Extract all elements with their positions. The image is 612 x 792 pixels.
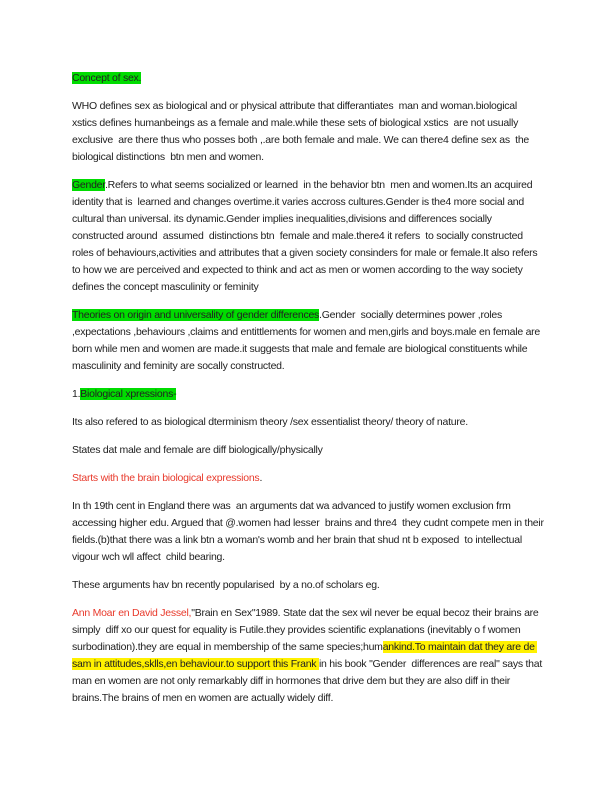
para-scholars bbox=[72, 577, 544, 594]
document-body bbox=[72, 70, 547, 718]
text-run: .Gender socially determines power ,roles ,expectations ,behaviours ,claims and entittlements for women and men,girls and boys.male en female are born while men and women are made.it suggests that male and female are biological constituents while masculinity and feminity are socally constructed. bbox=[72, 309, 543, 372]
text-run: . bbox=[259, 472, 263, 484]
para-starts-with-brain bbox=[72, 470, 544, 487]
text-run: In th 19th cent in England there was an arguments dat wa advanced to justify women exclusion frm accessing higher edu. Argued that @.women had lesser brains and thre4 they cudnt compete men in their fields.(b)that there was a link btn a woman's womb and her brain that shud nt b exposed to intellectual vigour wch wll affect child bearing. bbox=[72, 500, 547, 563]
para-gender-definition bbox=[72, 177, 544, 296]
green-highlighted-text: Concept of sex. bbox=[72, 72, 142, 84]
text-run: .Refers to what seems socialized or learned in the behavior btn men and women.Its an acquired identity that is learned and changes overtime.it varies accross cultures.Gender is the4 more social and cultural than universal. its dynamic.Gender implies inequalities,divisions and differences socially constructed around assumed distinctions btn female and male.there4 it refers to socially constructed roles of behaviours,activities and attributes that a given society consinders for male or female.It also refers to how we are perceived and expected to think and act as men or women according to the way society defines the concept masculinity or feminity bbox=[72, 179, 541, 293]
red-text: Ann Moar en David Jessel, bbox=[72, 607, 192, 619]
green-highlighted-text: Biological xpressions- bbox=[80, 388, 177, 400]
text-run: These arguments hav bn recently popularised by a no.of scholars eg. bbox=[72, 579, 380, 591]
para-biological-xpressions bbox=[72, 386, 544, 403]
para-theories-origin bbox=[72, 307, 544, 375]
yellow-highlighted-text: ankind.To maintain dat they are de sam in attitudes,sklls,en behaviour.to support this Frank bbox=[72, 641, 538, 670]
text-run: "Brain en Sex"1989. State dat the sex wil never be equal becoz their brains are simply diff xo our quest for equality is Futile.they provides scientific explanations (inevitably o f women surbodination).they are equal in membership of the same species;hum bbox=[72, 607, 542, 653]
text-run: WHO defines sex as biological and or physical attribute that differantiates man and woman.biological xstics defines humanbeings as a female and male.while these sets of biological xstics are not usually exclusive are there thus who posses both ,.are both female and male. We can there4 define sex as the biological distinctions btn men and women. bbox=[72, 100, 532, 163]
green-highlighted-text: Theories on origin and universality of gender differences bbox=[72, 309, 320, 321]
text-run: in his book "Gender differences are real" says that man en women are not only remarkably diff in hormones that drive dem but they are also diff in their brains.The brains of men en women are actually widely diff. bbox=[72, 658, 545, 704]
text-run: 1. bbox=[72, 388, 81, 400]
para-also-refered bbox=[72, 414, 544, 431]
para-who-definition bbox=[72, 98, 544, 166]
para-states-dat bbox=[72, 442, 544, 459]
text-run: Its also refered to as biological dterminism theory /sex essentialist theory/ theory of nature. bbox=[72, 416, 468, 428]
text-run: States dat male and female are diff biologically/physically bbox=[72, 444, 323, 456]
para-19th-cent bbox=[72, 498, 547, 566]
para-ann-moar bbox=[72, 605, 544, 707]
heading-concept-of-sex bbox=[72, 70, 544, 87]
green-highlighted-text: Gender bbox=[72, 179, 105, 191]
red-text: Starts with the brain biological expressions bbox=[72, 472, 260, 484]
